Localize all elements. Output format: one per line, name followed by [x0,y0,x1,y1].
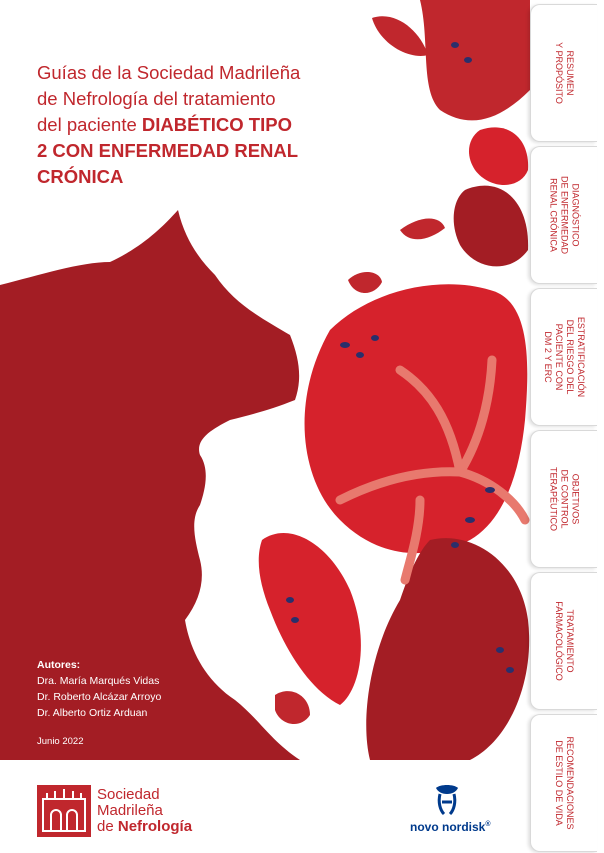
authors-block [37,657,161,721]
author-name: Dr. Roberto Alcázar Arroyo [37,691,162,703]
splash-mid [454,186,528,267]
splash-oval [348,272,382,293]
splash-leaf [372,16,428,56]
smn-line-3 [97,819,192,835]
novo-nordisk-logo [410,782,520,842]
leaf-small [275,691,310,724]
novo-nordisk-name [410,820,491,834]
smn-gate-icon [37,785,91,837]
tab-objetivos[interactable] [530,430,597,568]
registered-mark: ® [485,821,491,828]
tab-recomendaciones[interactable] [530,714,597,852]
tab-resumen[interactable] [530,4,597,142]
smn-name [97,787,192,835]
tab-tratamiento[interactable] [530,572,597,710]
title-line-5: CRÓNICA [37,166,124,187]
author-name: Dra. María Marqués Vidas [37,675,160,687]
smn-line-3-bold: Nefrología [117,818,193,835]
splash-drop [469,127,528,185]
smn-line-1: Sociedad [97,786,160,803]
tab-diagnostico[interactable] [530,146,597,284]
title-line-1: Guías de la Sociedad Madrileña [37,62,301,83]
authors-heading: Autores: [37,659,81,671]
title-line-4: 2 CON ENFERMEDAD RENAL [37,140,299,161]
smn-line-3-plain: de [97,818,118,835]
title-line-3-bold: DIABÉTICO TIPO [141,114,292,135]
section-tabs [530,0,604,853]
author-name: Dr. Alberto Ortiz Arduan [37,707,148,719]
splash-dash [400,218,445,239]
smn-logo [37,785,217,837]
tab-label: DIAGNÓSTICO DE ENFERMEDAD RENAL CRÓNICA [548,175,581,255]
tab-label: RESUMEN Y PROPÓSITO [554,42,575,104]
publication-date: Junio 2022 [37,736,84,747]
title-line-3-plain: del paciente [37,114,142,135]
tab-label: RECOMENDACIONES DE ESTILO DE VIDA [554,736,575,830]
kidney-lower [366,538,529,760]
tab-label: ESTRATIFICACIÓN DEL RIESGO DEL PACIENTE CON DM 2 Y ERC [543,316,586,398]
title-line-3 [37,112,357,138]
tab-label: TRATAMIENTO FARMACOLÓGICO [554,601,575,681]
novo-name: novo nordisk [410,820,486,834]
apis-bull-icon [432,782,462,816]
splash-top [420,0,530,120]
title-line-2: de Nefrología del tratamiento [37,88,276,109]
tab-estratificacion[interactable] [530,288,597,426]
tab-label: OBJETIVOS DE CONTROL TERAPÉUTICO [548,466,581,532]
leaf-shape [259,533,361,705]
smn-line-2: Madrileña [97,802,163,819]
document-title [37,60,357,190]
